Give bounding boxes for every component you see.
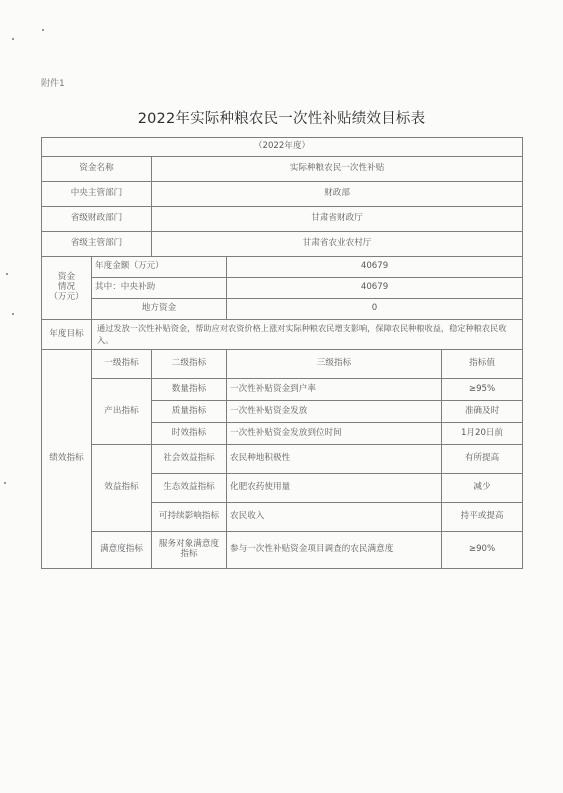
info-value: 实际种粮农民一次性补贴 [152, 157, 523, 182]
fund-item-value: 40679 [227, 278, 523, 299]
indicator-level3: 一次性补贴资金发放到位时间 [227, 423, 442, 445]
info-label: 资金名称 [42, 157, 152, 182]
scan-speck [12, 313, 14, 315]
indicator-value: 1月20日前 [442, 423, 523, 445]
indicator-level3: 农民种地积极性 [227, 445, 442, 474]
year-row [42, 138, 523, 157]
indicator-row [42, 379, 523, 401]
header-level3: 三级指标 [227, 350, 442, 379]
year-note: （2022年度） [42, 138, 523, 157]
fund-row [42, 278, 523, 299]
scan-speck [42, 29, 44, 31]
info-label: 省级主管部门 [42, 232, 152, 257]
annual-goal-label: 年度目标 [42, 320, 92, 350]
indicator-value: 持平或提高 [442, 503, 523, 532]
indicator-row [42, 532, 523, 569]
indicator-level1: 效益指标 [92, 445, 152, 532]
info-row [42, 182, 523, 207]
header-value: 指标值 [442, 350, 523, 379]
scan-speck [12, 38, 14, 40]
attachment-label: 附件1 [41, 79, 65, 89]
indicator-level3: 一次性补贴资金发放 [227, 401, 442, 423]
info-row [42, 207, 523, 232]
annual-goal-text: 通过发放一次性补贴资金，帮助应对农资价格上涨对实际种粮农民增支影响，保障农民种粮收益，稳定种粮农民收入。 [92, 320, 523, 350]
fund-label [42, 257, 92, 320]
fund-label-line: 情况 [57, 282, 76, 293]
fund-item-label: 年度金额（万元） [92, 257, 227, 278]
indicator-value: 减少 [442, 474, 523, 503]
indicator-value: ≥95% [442, 379, 523, 401]
indicator-level3: 参与一次性补贴资金项目调查的农民满意度 [227, 532, 442, 569]
indicator-level3: 化肥农药使用量 [227, 474, 442, 503]
indicator-level2: 服务对象满意度指标 [152, 532, 227, 569]
indicator-level1: 产出指标 [92, 379, 152, 445]
indicator-level2: 可持续影响指标 [152, 503, 227, 532]
fund-row [42, 299, 523, 320]
indicator-value: ≥90% [442, 532, 523, 569]
fund-row [42, 257, 523, 278]
document-title: 2022年实际种粮农民一次性补贴绩效目标表 [137, 111, 426, 127]
fund-item-value: 0 [227, 299, 523, 320]
indicator-section-label: 绩效指标 [42, 350, 92, 569]
indicator-level2: 质量指标 [152, 401, 227, 423]
indicator-level1: 满意度指标 [92, 532, 152, 569]
indicator-header-row [42, 350, 523, 379]
indicator-level2: 时效指标 [152, 423, 227, 445]
indicator-row [42, 445, 523, 474]
indicator-value: 准确及时 [442, 401, 523, 423]
annual-goal-row [42, 320, 523, 350]
info-label: 省级财政部门 [42, 207, 152, 232]
indicator-level2: 社会效益指标 [152, 445, 227, 474]
fund-item-label: 其中：中央补助 [92, 278, 227, 299]
indicator-level3: 农民收入 [227, 503, 442, 532]
info-row [42, 232, 523, 257]
info-value: 财政部 [152, 182, 523, 207]
fund-item-label: 地方资金 [92, 299, 227, 320]
scan-speck [4, 482, 6, 484]
info-label: 中央主管部门 [42, 182, 152, 207]
indicator-level2: 数量指标 [152, 379, 227, 401]
info-value: 甘肃省农业农村厅 [152, 232, 523, 257]
indicator-level2: 生态效益指标 [152, 474, 227, 503]
indicator-value: 有所提高 [442, 445, 523, 474]
header-level1: 一级指标 [92, 350, 152, 379]
header-level2: 二级指标 [152, 350, 227, 379]
performance-target-table [41, 137, 523, 569]
indicator-level3: 一次性补贴资金到户率 [227, 379, 442, 401]
info-value: 甘肃省财政厅 [152, 207, 523, 232]
info-row [42, 157, 523, 182]
fund-label-line: （万元） [49, 291, 84, 302]
fund-item-value: 40679 [227, 257, 523, 278]
fund-label-line: 资金 [57, 272, 76, 283]
scan-speck [6, 273, 8, 275]
